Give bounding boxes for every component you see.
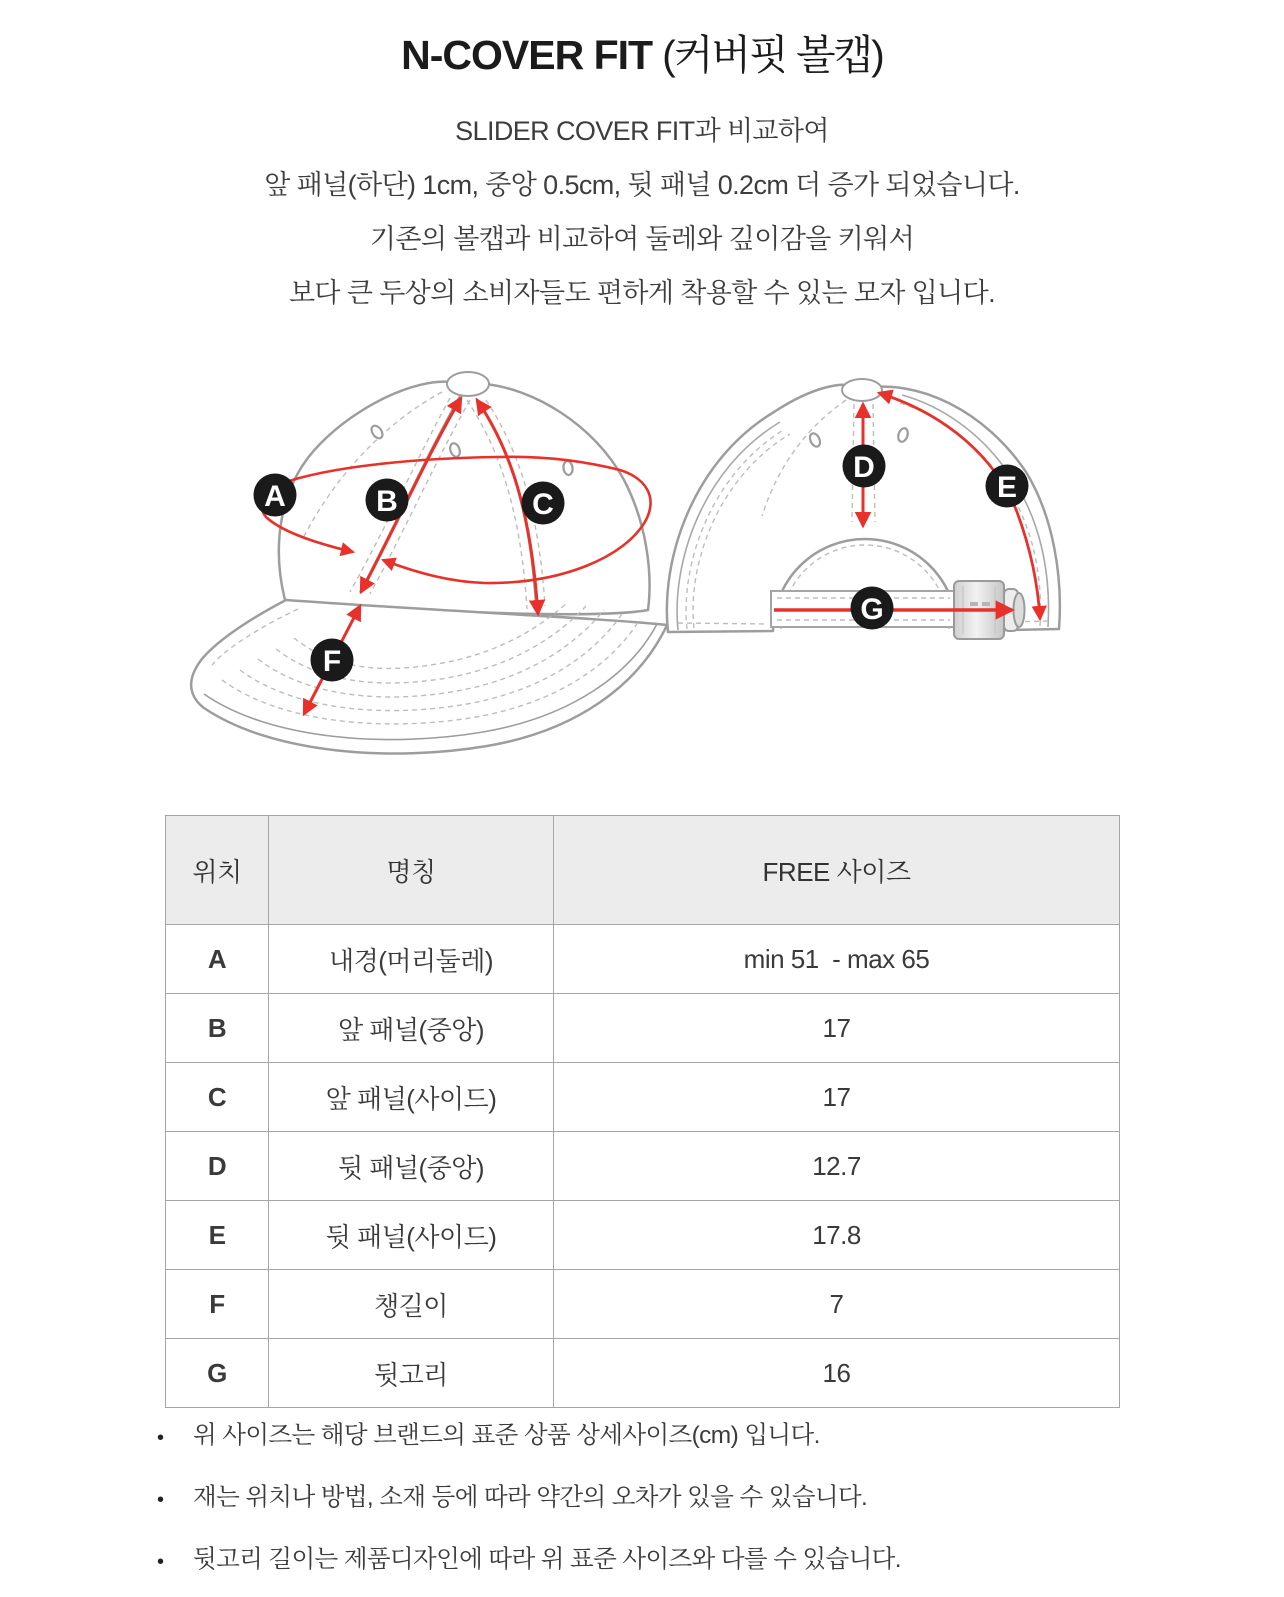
footnote-item — [157, 1482, 1167, 1516]
footnote-text: 위 사이즈는 해당 브랜드의 표준 상품 상세사이즈(cm) 입니다. — [193, 1422, 820, 1449]
diagram-label-f — [311, 639, 354, 682]
description-line: 보다 큰 두상의 소비자들도 편하게 착용할 수 있는 모자 입니다. — [288, 278, 996, 308]
cell-name: 앞 패널(중앙) — [269, 994, 554, 1063]
bullet-icon: • — [157, 1427, 164, 1449]
column-header-position: 위치 — [166, 816, 269, 925]
cell-position: A — [166, 925, 269, 994]
cap-back-view-diagram — [650, 370, 1120, 680]
svg-text:D: D — [853, 451, 875, 484]
cap-button — [842, 379, 882, 401]
cell-value: 17.8 — [554, 1201, 1120, 1270]
bullet-icon: • — [157, 1489, 164, 1511]
svg-text:A: A — [264, 480, 286, 513]
cell-name: 앞 패널(사이드) — [269, 1063, 554, 1132]
description-line: SLIDER COVER FIT과 비교하여 — [455, 116, 829, 146]
cell-value: 7 — [554, 1270, 1120, 1339]
page-title-en: N-COVER FIT — [401, 32, 653, 78]
cell-position: C — [166, 1063, 269, 1132]
table-row — [166, 1270, 1120, 1339]
table-row — [166, 925, 1120, 994]
product-description — [0, 104, 1284, 320]
cap-side-view-diagram — [180, 362, 670, 762]
footnotes — [157, 1420, 1167, 1597]
diagram-label-a — [254, 474, 297, 517]
column-header-free-size: FREE 사이즈 — [554, 816, 1120, 925]
column-header-name: 명칭 — [269, 816, 554, 925]
size-table — [165, 815, 1120, 1408]
table-row — [166, 1132, 1120, 1201]
svg-text:F: F — [322, 645, 342, 678]
cell-value: 12.7 — [554, 1132, 1120, 1201]
table-row — [166, 1201, 1120, 1270]
footnote-item — [157, 1420, 1167, 1454]
size-table-header-row — [166, 816, 1120, 925]
svg-text:C: C — [532, 488, 554, 521]
table-row — [166, 1063, 1120, 1132]
cell-position: G — [166, 1339, 269, 1408]
cell-position: B — [166, 994, 269, 1063]
cell-name: 뒷 패널(사이드) — [269, 1201, 554, 1270]
footnote-text: 뒷고리 길이는 제품디자인에 따라 위 표준 사이즈와 다를 수 있습니다. — [193, 1546, 901, 1573]
svg-text:G: G — [860, 593, 884, 626]
bullet-icon: • — [157, 1551, 164, 1573]
table-row — [166, 1339, 1120, 1408]
svg-text:B: B — [376, 485, 398, 518]
table-row — [166, 994, 1120, 1063]
diagram-label-c — [522, 482, 565, 525]
page-title — [0, 22, 1284, 81]
footnote-text: 재는 위치나 방법, 소재 등에 따라 약간의 오차가 있을 수 있습니다. — [193, 1484, 868, 1511]
cap-bill-outline — [191, 600, 667, 754]
cell-position: E — [166, 1201, 269, 1270]
cell-position: D — [166, 1132, 269, 1201]
cell-position: F — [166, 1270, 269, 1339]
diagram-label-b — [366, 479, 409, 522]
cell-value: min 51 - max 65 — [554, 925, 1120, 994]
diagram-label-e — [986, 465, 1029, 508]
cell-name: 챙길이 — [269, 1270, 554, 1339]
cell-name: 내경(머리둘레) — [269, 925, 554, 994]
diagram-label-g — [851, 587, 894, 630]
footnote-item — [157, 1544, 1167, 1578]
svg-text:E: E — [996, 471, 1018, 504]
description-line: 앞 패널(하단) 1cm, 중앙 0.5cm, 뒷 패널 0.2cm 더 증가 되었습니다. — [264, 170, 1020, 200]
cell-name: 뒷고리 — [269, 1339, 554, 1408]
diagram-label-d — [843, 445, 886, 488]
description-line: 기존의 볼캡과 비교하여 둘레와 깊이감을 키워서 — [369, 224, 915, 254]
cell-value: 17 — [554, 994, 1120, 1063]
cell-value: 17 — [554, 1063, 1120, 1132]
page-title-ko: (커버핏 볼캡) — [662, 32, 883, 78]
cell-name: 뒷 패널(중앙) — [269, 1132, 554, 1201]
cap-button — [447, 372, 489, 396]
cell-value: 16 — [554, 1339, 1120, 1408]
